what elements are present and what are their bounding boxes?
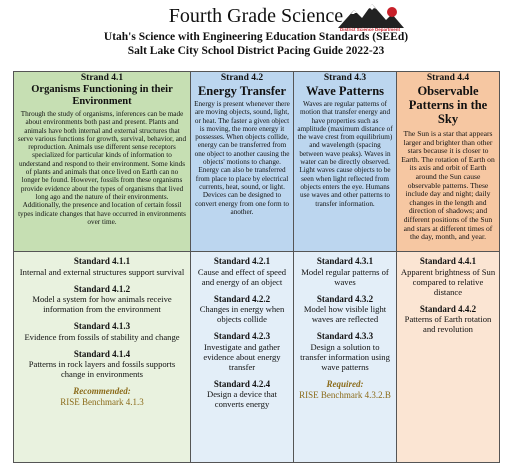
- strand-name: Observable Patterns in the Sky: [408, 84, 488, 126]
- standard-item: [17, 321, 187, 342]
- standard-item: [194, 331, 290, 372]
- standards-list: [191, 252, 293, 462]
- strand-name: Energy Transfer: [197, 84, 287, 98]
- standard-text: Design a device that converts energy: [207, 389, 277, 409]
- standard-number: Standard 4.1.4: [73, 348, 131, 359]
- page-subtitle: Utah's Science with Engineering Education Standards (SEEd): [103, 31, 409, 43]
- strand-description: Energy is present whenever there are moving objects, sound, light, or heat. The faster a given object is moving, the more energy it possesses. When objects collide, energy can be transferred from one object to another causing the objects' motions to change. Energy can also be transferred from place to place by electrical currents, heat, sound, or light. Devices can be designed to convert energy from one form to another.: [194, 100, 290, 216]
- standard-item: [400, 256, 496, 297]
- strand-column-4-1: [14, 72, 191, 462]
- standard-item: [297, 256, 393, 287]
- standard-text: Investigate and gather evidence about energy transfer: [203, 341, 281, 372]
- standard-item: [400, 304, 496, 335]
- standard-text: Evidence from fossils of stability and change: [24, 331, 180, 342]
- strand-number: Strand 4.1: [80, 73, 124, 83]
- standard-item: [194, 379, 290, 410]
- logo-text: District Science Department: [339, 27, 401, 32]
- strand-name: Organisms Functioning in their Environment: [31, 84, 173, 107]
- standard-item: [194, 294, 290, 325]
- standard-number: Standard 4.3.3: [316, 331, 374, 341]
- standard-text: Cause and effect of speed and energy of an object: [197, 266, 287, 287]
- strand-overview: [397, 72, 499, 252]
- standard-text: Model regular patterns of waves: [301, 266, 389, 287]
- page-title: Fourth Grade Science: [168, 5, 344, 27]
- standard-number: Standard 4.4.2: [419, 303, 477, 314]
- standard-number: Standard 4.1.1: [73, 256, 131, 266]
- standard-number: Standard 4.2.1: [213, 256, 271, 266]
- strand-overview: [191, 72, 293, 252]
- strand-column-4-2: [191, 72, 294, 462]
- strand-overview: [14, 72, 190, 252]
- standard-item: [17, 349, 187, 380]
- standards-list: [397, 252, 499, 462]
- standard-number: Standard 4.1.2: [73, 283, 131, 294]
- standard-text: Changes in energy when objects collide: [199, 304, 285, 324]
- page-header: [0, 0, 512, 72]
- standard-item: [297, 294, 393, 325]
- standard-item: [194, 256, 290, 287]
- standard-number: Standard 4.3.2: [316, 293, 374, 304]
- strand-number: Strand 4.3: [323, 73, 367, 83]
- strand-name: Wave Patterns: [305, 84, 385, 98]
- standards-list: [294, 252, 396, 462]
- pacing-guide-table: [13, 71, 500, 463]
- district-logo-icon: [334, 2, 408, 30]
- standard-item: [17, 256, 187, 277]
- strand-number: Strand 4.4: [426, 73, 470, 83]
- strand-description: Waves are regular patterns of motion that transfer energy and have properties such as amplitude (maximum distance of the wave crest from equilibrium) and wavelength (spacing between wave peaks). Waves in water can be directly observed. Light waves cause objects to be seen when light reflected from objects enters the eye. Humans use waves and other patterns to transfer information.: [297, 100, 393, 208]
- standard-item: [17, 284, 187, 315]
- standard-text: Model how visible light waves are reflected: [303, 304, 387, 324]
- strand-description: The Sun is a star that appears larger and brighter than other stars because it is closer to Earth. The rotation of Earth on its axis and orbit of Earth around the Sun cause observable patterns. These include day and night; daily changes in the length and direction of shadows; and different positions of the Sun and stars at different times of the day, month, and year.: [401, 129, 495, 242]
- standard-number: Standard 4.4.1: [419, 256, 477, 266]
- standard-number: Standard 4.2.2: [213, 293, 271, 304]
- standard-item: [297, 331, 393, 372]
- benchmark-text: RISE Benchmark 4.1.3: [60, 397, 144, 407]
- standard-number: Standard 4.2.4: [213, 378, 271, 389]
- standard-text: Patterns of Earth rotation and revolution: [404, 314, 492, 334]
- standard-number: Standard 4.1.3: [73, 321, 131, 331]
- strand-column-4-3: [294, 72, 397, 462]
- benchmark-text: RISE Benchmark 4.3.2.B: [299, 389, 391, 400]
- standard-number: Standard 4.2.3: [213, 331, 271, 341]
- standard-text: Apparent brightness of Sun compared to relative distance: [400, 266, 496, 297]
- standard-text: Internal and external structures support survival: [19, 266, 185, 277]
- page-subtitle-district: Salt Lake City School District Pacing Guide 2022-23: [127, 45, 385, 57]
- standards-list: [14, 252, 190, 462]
- recommended-label: Recommended:: [73, 386, 131, 396]
- standard-text: Design a solution to transfer information using wave patterns: [300, 341, 390, 372]
- strand-number: Strand 4.2: [220, 73, 264, 83]
- standard-number: Standard 4.3.1: [316, 256, 374, 266]
- strand-column-4-4: [397, 72, 499, 462]
- strand-description: Through the study of organisms, inferences can be made about environments both past and present. Plants and animals have both internal and external structures that serve various functions for growth, survival, behavior, and reproduction. Animals use different sense receptors specialized for particular kinds of information to understand and respond to their environment. Some kinds of plants and animals that once lived on Earth can no longer be found. However, fossils from these organisms provide evidence about the types of organisms that lived long ago and the nature of their environments. Additionally, the presence and location of certain fossil types indicate changes that have occurred in environments over time.: [17, 110, 187, 226]
- standard-text: Patterns in rock layers and fossils supports change in environments: [28, 359, 176, 379]
- standard-text: Model a system for how animals receive information from the environment: [32, 294, 172, 314]
- required-label: Required:: [326, 378, 364, 389]
- strand-overview: [294, 72, 396, 252]
